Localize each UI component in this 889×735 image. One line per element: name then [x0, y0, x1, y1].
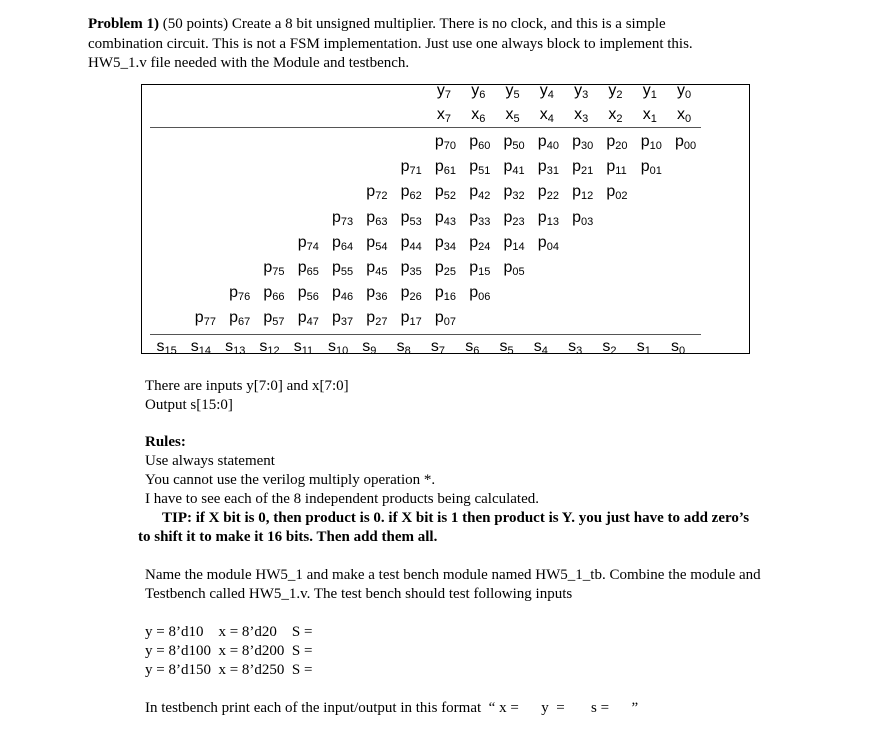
sum-term: $s_{13}$	[225, 338, 246, 357]
sum-rule	[150, 334, 701, 335]
partial-product-term: $p_{14}$	[503, 233, 525, 253]
output-text: Output s[15:0]	[145, 397, 233, 413]
partial-product-term: $p_{42}$	[469, 183, 491, 203]
partial-product-term: $p_{67}$	[229, 309, 251, 329]
sum-term: $s_8$	[396, 338, 411, 357]
operand-x-term: $x_6$	[471, 106, 486, 125]
sum-term: $s_9$	[362, 338, 377, 357]
partial-product-term: $p_{13}$	[537, 208, 559, 228]
problem-heading: Problem 1)	[88, 16, 159, 32]
sum-term: $s_2$	[602, 338, 617, 357]
operand-x-term: $x_3$	[574, 106, 589, 125]
partial-product-term: $p_{05}$	[503, 259, 525, 278]
naming-line-1: Name the module HW5_1 and make a test bench module named HW5_1_tb. Combine the module and	[145, 567, 761, 583]
partial-product-term: $p_{64}$	[332, 233, 354, 253]
partial-product-term: $p_{50}$	[503, 133, 525, 152]
partial-product-term: $p_{16}$	[434, 284, 457, 304]
partial-product-term: $p_{37}$	[332, 309, 354, 329]
test-case-2: y = 8’d100 x = 8’d200 S =	[145, 643, 313, 659]
problem-line-1	[88, 15, 666, 34]
tip-line-1: TIP: if X bit is 0, then product is 0. if X bit is 1 then product is Y. you just have to add zero’s	[162, 510, 750, 526]
operand-x-term: $x_0$	[677, 106, 692, 125]
partial-product-term: $p_{77}$	[194, 309, 216, 329]
rule-item: Use always statement	[145, 453, 275, 469]
partial-product-term: $p_{27}$	[366, 309, 388, 329]
sum-term: $s_3$	[568, 338, 583, 357]
partial-product-term: $p_{45}$	[366, 259, 388, 278]
partial-product-term: $p_{51}$	[469, 158, 491, 178]
partial-product-term: $p_{26}$	[400, 284, 422, 304]
partial-product-term: $p_{72}$	[366, 183, 388, 203]
problem-text-1: (50 points) Create a 8 bit unsigned multiplier. There is no clock, and this is a simple	[158, 16, 666, 32]
partial-product-term: $p_{60}$	[469, 133, 491, 152]
partial-product-term: $p_{47}$	[297, 309, 319, 329]
partial-product-term: $p_{41}$	[503, 158, 525, 178]
partial-product-term: $p_{34}$	[434, 233, 457, 253]
partial-product-term: $p_{65}$	[297, 259, 319, 278]
partial-product-term: $p_{25}$	[434, 259, 457, 278]
operand-x-term: $x_4$	[539, 106, 554, 125]
operand-y-term: $y_6$	[471, 82, 486, 101]
partial-product-term: $p_{44}$	[400, 233, 422, 253]
operand-x-term: $x_1$	[642, 106, 657, 125]
sum-term: $s_1$	[636, 338, 651, 357]
partial-product-term: $p_{73}$	[332, 208, 354, 228]
partial-product-term: $p_{04}$	[537, 233, 559, 253]
sum-term: $s_{15}$	[156, 338, 177, 357]
partial-product-term: $p_{36}$	[366, 284, 388, 304]
print-format-text: In testbench print each of the input/output in this format “ x = y = s = ”	[145, 700, 639, 716]
partial-product-term: $p_{33}$	[469, 208, 491, 228]
operand-y-term: $y_0$	[677, 82, 692, 101]
sum-term: $s_{14}$	[190, 338, 212, 357]
partial-product-term: $p_{55}$	[332, 259, 354, 278]
partial-product-term: $p_{15}$	[469, 259, 491, 278]
problem-line-3: HW5_1.v file needed with the Module and testbench.	[88, 55, 410, 71]
partial-product-term: $p_{07}$	[434, 309, 457, 329]
sum-term: $s_{12}$	[259, 338, 280, 357]
rule-item: You cannot use the verilog multiply operation *.	[145, 472, 436, 488]
partial-product-term: $p_{02}$	[606, 183, 628, 203]
partial-product-term: $p_{17}$	[400, 309, 422, 329]
partial-product-term: $p_{76}$	[229, 284, 251, 304]
partial-product-term: $p_{22}$	[537, 183, 559, 203]
operand-y-term: $y_2$	[608, 82, 623, 101]
operand-x-term: $x_5$	[505, 106, 520, 125]
partial-product-term: $p_{61}$	[434, 158, 457, 178]
operand-y-term: $y_4$	[539, 82, 554, 101]
test-case-3: y = 8’d150 x = 8’d250 S =	[145, 662, 313, 678]
partial-product-term: $p_{63}$	[366, 208, 388, 228]
rules-title: Rules:	[145, 434, 186, 450]
operand-x-term: $x_2$	[608, 106, 623, 125]
partial-product-term: $p_{21}$	[572, 158, 594, 178]
partial-product-term: $p_{32}$	[503, 183, 525, 203]
partial-product-term: $p_{24}$	[469, 233, 491, 253]
operand-rule	[150, 127, 701, 128]
partial-product-term: $p_{74}$	[297, 233, 319, 253]
sum-term: $s_0$	[671, 338, 686, 357]
partial-product-term: $p_{06}$	[469, 284, 491, 304]
operand-y-term: $y_1$	[642, 82, 657, 101]
inputs-text: There are inputs y[7:0] and x[7:0]	[145, 378, 349, 394]
partial-product-term: $p_{01}$	[640, 158, 662, 178]
partial-product-term: $p_{43}$	[434, 208, 457, 228]
partial-product-term: $p_{00}$	[675, 133, 697, 152]
operand-x-term: $x_7$	[436, 106, 452, 125]
rule-item: I have to see each of the 8 independent products being calculated.	[145, 491, 540, 507]
sum-term: $s_7$	[430, 338, 446, 357]
partial-product-term: $p_{11}$	[606, 158, 627, 178]
partial-product-term: $p_{10}$	[640, 133, 662, 152]
partial-product-term: $p_{12}$	[572, 183, 594, 203]
naming-line-2: Testbench called HW5_1.v. The test bench should test following inputs	[145, 586, 573, 602]
partial-product-term: $p_{30}$	[572, 133, 594, 152]
operand-y-term: $y_5$	[505, 82, 520, 101]
partial-product-term: $p_{56}$	[297, 284, 319, 304]
partial-product-term: $p_{35}$	[400, 259, 422, 278]
partial-product-term: $p_{57}$	[263, 309, 285, 329]
sum-term: $s_6$	[465, 338, 480, 357]
sum-term: $s_{10}$	[328, 338, 349, 357]
partial-product-term: $p_{62}$	[400, 183, 422, 203]
partial-product-term: $p_{70}$	[434, 133, 457, 152]
partial-product-term: $p_{46}$	[332, 284, 354, 304]
partial-product-term: $p_{31}$	[537, 158, 559, 178]
partial-product-term: $p_{40}$	[537, 133, 559, 152]
operand-y-term: $y_3$	[574, 82, 589, 101]
partial-product-term: $p_{66}$	[263, 284, 285, 304]
partial-product-term: $p_{52}$	[434, 183, 457, 203]
problem-line-2: combination circuit. This is not a FSM implementation. Just use one always block to implement this.	[88, 36, 693, 52]
partial-product-term: $p_{23}$	[503, 208, 525, 228]
partial-product-term: $p_{20}$	[606, 133, 628, 152]
operand-y-term: $y_7$	[436, 82, 452, 101]
partial-product-term: $p_{03}$	[572, 208, 594, 228]
tip-line-2: to shift it to make it 16 bits. Then add them all.	[138, 529, 438, 545]
partial-product-term: $p_{54}$	[366, 233, 388, 253]
partial-product-term: $p_{53}$	[400, 208, 422, 228]
partial-product-term: $p_{71}$	[400, 158, 422, 178]
test-case-1: y = 8’d10 x = 8’d20 S =	[145, 624, 313, 640]
sum-term: $s_4$	[533, 338, 548, 357]
partial-product-term: $p_{75}$	[263, 259, 285, 278]
sum-term: $s_{11}$	[293, 338, 314, 357]
sum-term: $s_5$	[499, 338, 514, 357]
